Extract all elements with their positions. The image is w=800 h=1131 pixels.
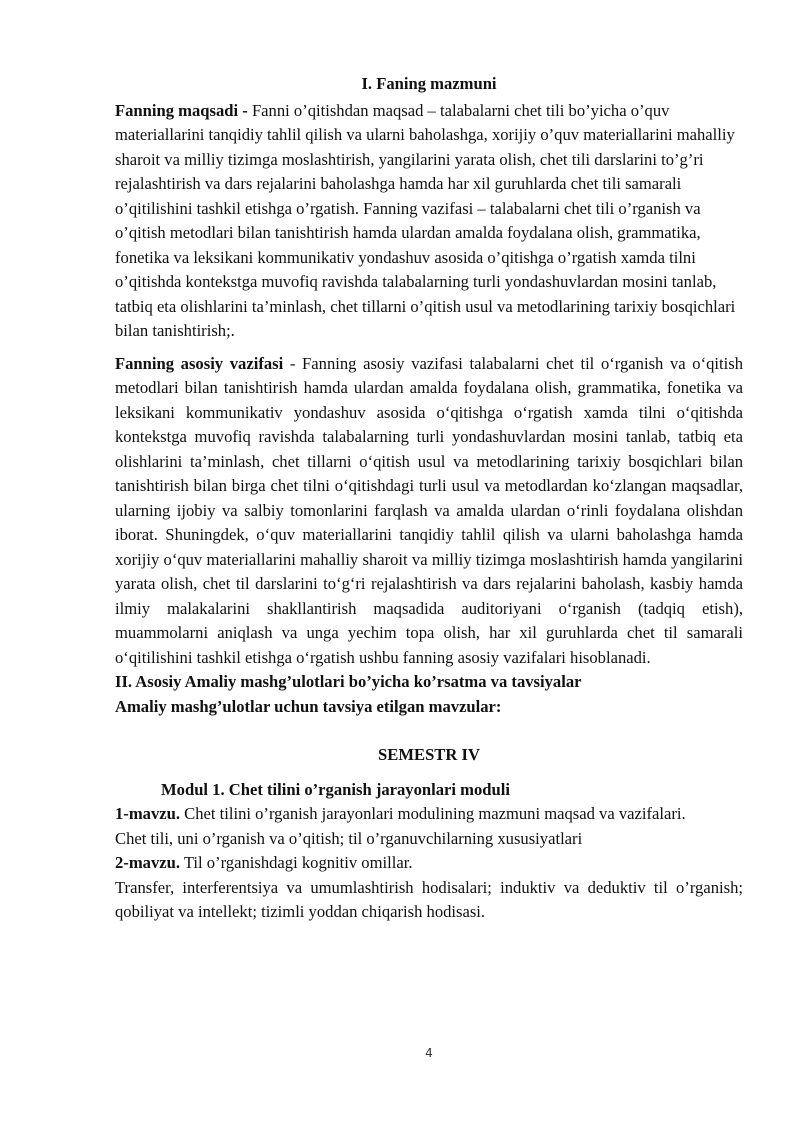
page-number: 4 [425, 1046, 433, 1060]
goal-label: Fanning maqsadi - [115, 100, 248, 120]
topic1-description: Chet tili, uni o’rganish va o’qitish; til o’rganuvchilarning xususiyatlari [115, 828, 583, 848]
topic2-label: 2-mavzu. [115, 853, 180, 872]
topic1-title-text: Chet tilini o’rganish jarayonlari modulining mazmuni maqsad va vazifalari. [179, 804, 686, 823]
goal-text: Fanni o’qitishdan maqsad – talabalarni chet tili bo’yicha o’quv materiallarini tanqidiy tahlil qilish va ularni baholashga, xorijiy o’quv materiallarini mahalliy sharoit va milliy tizimga moslashtirish, yangilarini yarata olish, chet tili darslarini to’g’ri rejalashtirish va dars rejalarini baholashga hamda har xil guruhlarda chet tili samarali o’qitilishini tashkil etishga o’rgatish. Fanning vazifasi – talabalarni chet tili o’rganish va o’qitish metodlari bilan tanishtirish hamda ulardan amalda foydalana olish, grammatika, fonetika va leksikani kommunikativ yondashuv asosida o’qitishga o’rgatish xamda tilni o’qitishda kontekstga muvofiq ravishda talabalarning turli yondashuvlardan mosini tanlab, tatbiq eta olishlarini ta’minlash, chet tillarni o’qitish usul va metodlarining tarixiy bosqichlari bilan tanishtirish;. [115, 100, 736, 340]
section2-heading: II. Asosiy Amaliy mashg’ulotlari bo’yicha ko’rsatma va tavsiyalar [115, 672, 582, 691]
topic1-label: 1-mavzu. [115, 804, 180, 823]
tasks-paragraph [115, 352, 743, 671]
tasks-text: - Fanning asosiy vazifasi talabalarni chet til o‘rganish va o‘qitish metodlari bilan tanishtirish hamda ulardan amalda foydalana olish, grammatika, fonetika va leksikani kommunikativ yondashuv asosida o‘qitishga o‘rgatish xamda tilni o‘qitishda kontekstga muvofiq ravishda talabalarning turli yondashuvlardan mosini tanlab, tatbiq eta olishlarini ta’minlash, chet tillarni o‘qitish usul va metodlarining tarixiy bosqichlari bilan tanishtirish bilan birga chet tilni o‘qitishdagi turli usul va metodlardan ko‘zlangan maqsadlar, ularning ijobiy va salbiy tomonlarini farqlash va amalda ulardan o‘rinli foydalana olishdan iborat. Shuningdek, o‘quv materiallarini tanqidiy tahlil qilish va ularni baholashga hamda xorijiy o‘quv materiallarini mahalliy sharoit va milliy tizimga moslashtirish hamda yangilarini yarata olish, chet til darslarini to‘g‘ri rejalashtirish va dars rejalarini baholash, kasbiy hamda ilmiy malakalarini shakllantirish maqsadida auditoriyani o‘rganish (tadqiq etish), muammolarni aniqlash va unga yechim topa olish, har xil guruhlarda chet til samarali o‘qitilishini tashkil etishga o‘rgatish ushbu fanning asosiy vazifalari hisoblanadi. [115, 353, 743, 667]
tasks-label: Fanning asosiy vazifasi [115, 353, 284, 373]
semester-heading: SEMESTR IV [378, 745, 480, 764]
topic1-title [115, 802, 743, 827]
goal-paragraph [115, 99, 743, 344]
topics-heading: Amaliy mashg’ulotlar uchun tavsiya etilgan mavzular: [115, 696, 502, 716]
document-page [115, 72, 743, 925]
module-heading: Modul 1. Chet tilini o’rganish jarayonlari moduli [161, 779, 510, 799]
topic2-title-text: Til o’rganishdagi kognitiv omillar. [179, 853, 413, 872]
section-title: I. Faning mazmuni [361, 74, 497, 93]
topic2-title [115, 851, 743, 876]
topic2-description: Transfer, interferentsiya va umumlashtirish hodisalari; induktiv va deduktiv til o’rganish; qobiliyat va intellekt; tizimli yoddan chiqarish hodisasi. [115, 877, 743, 921]
